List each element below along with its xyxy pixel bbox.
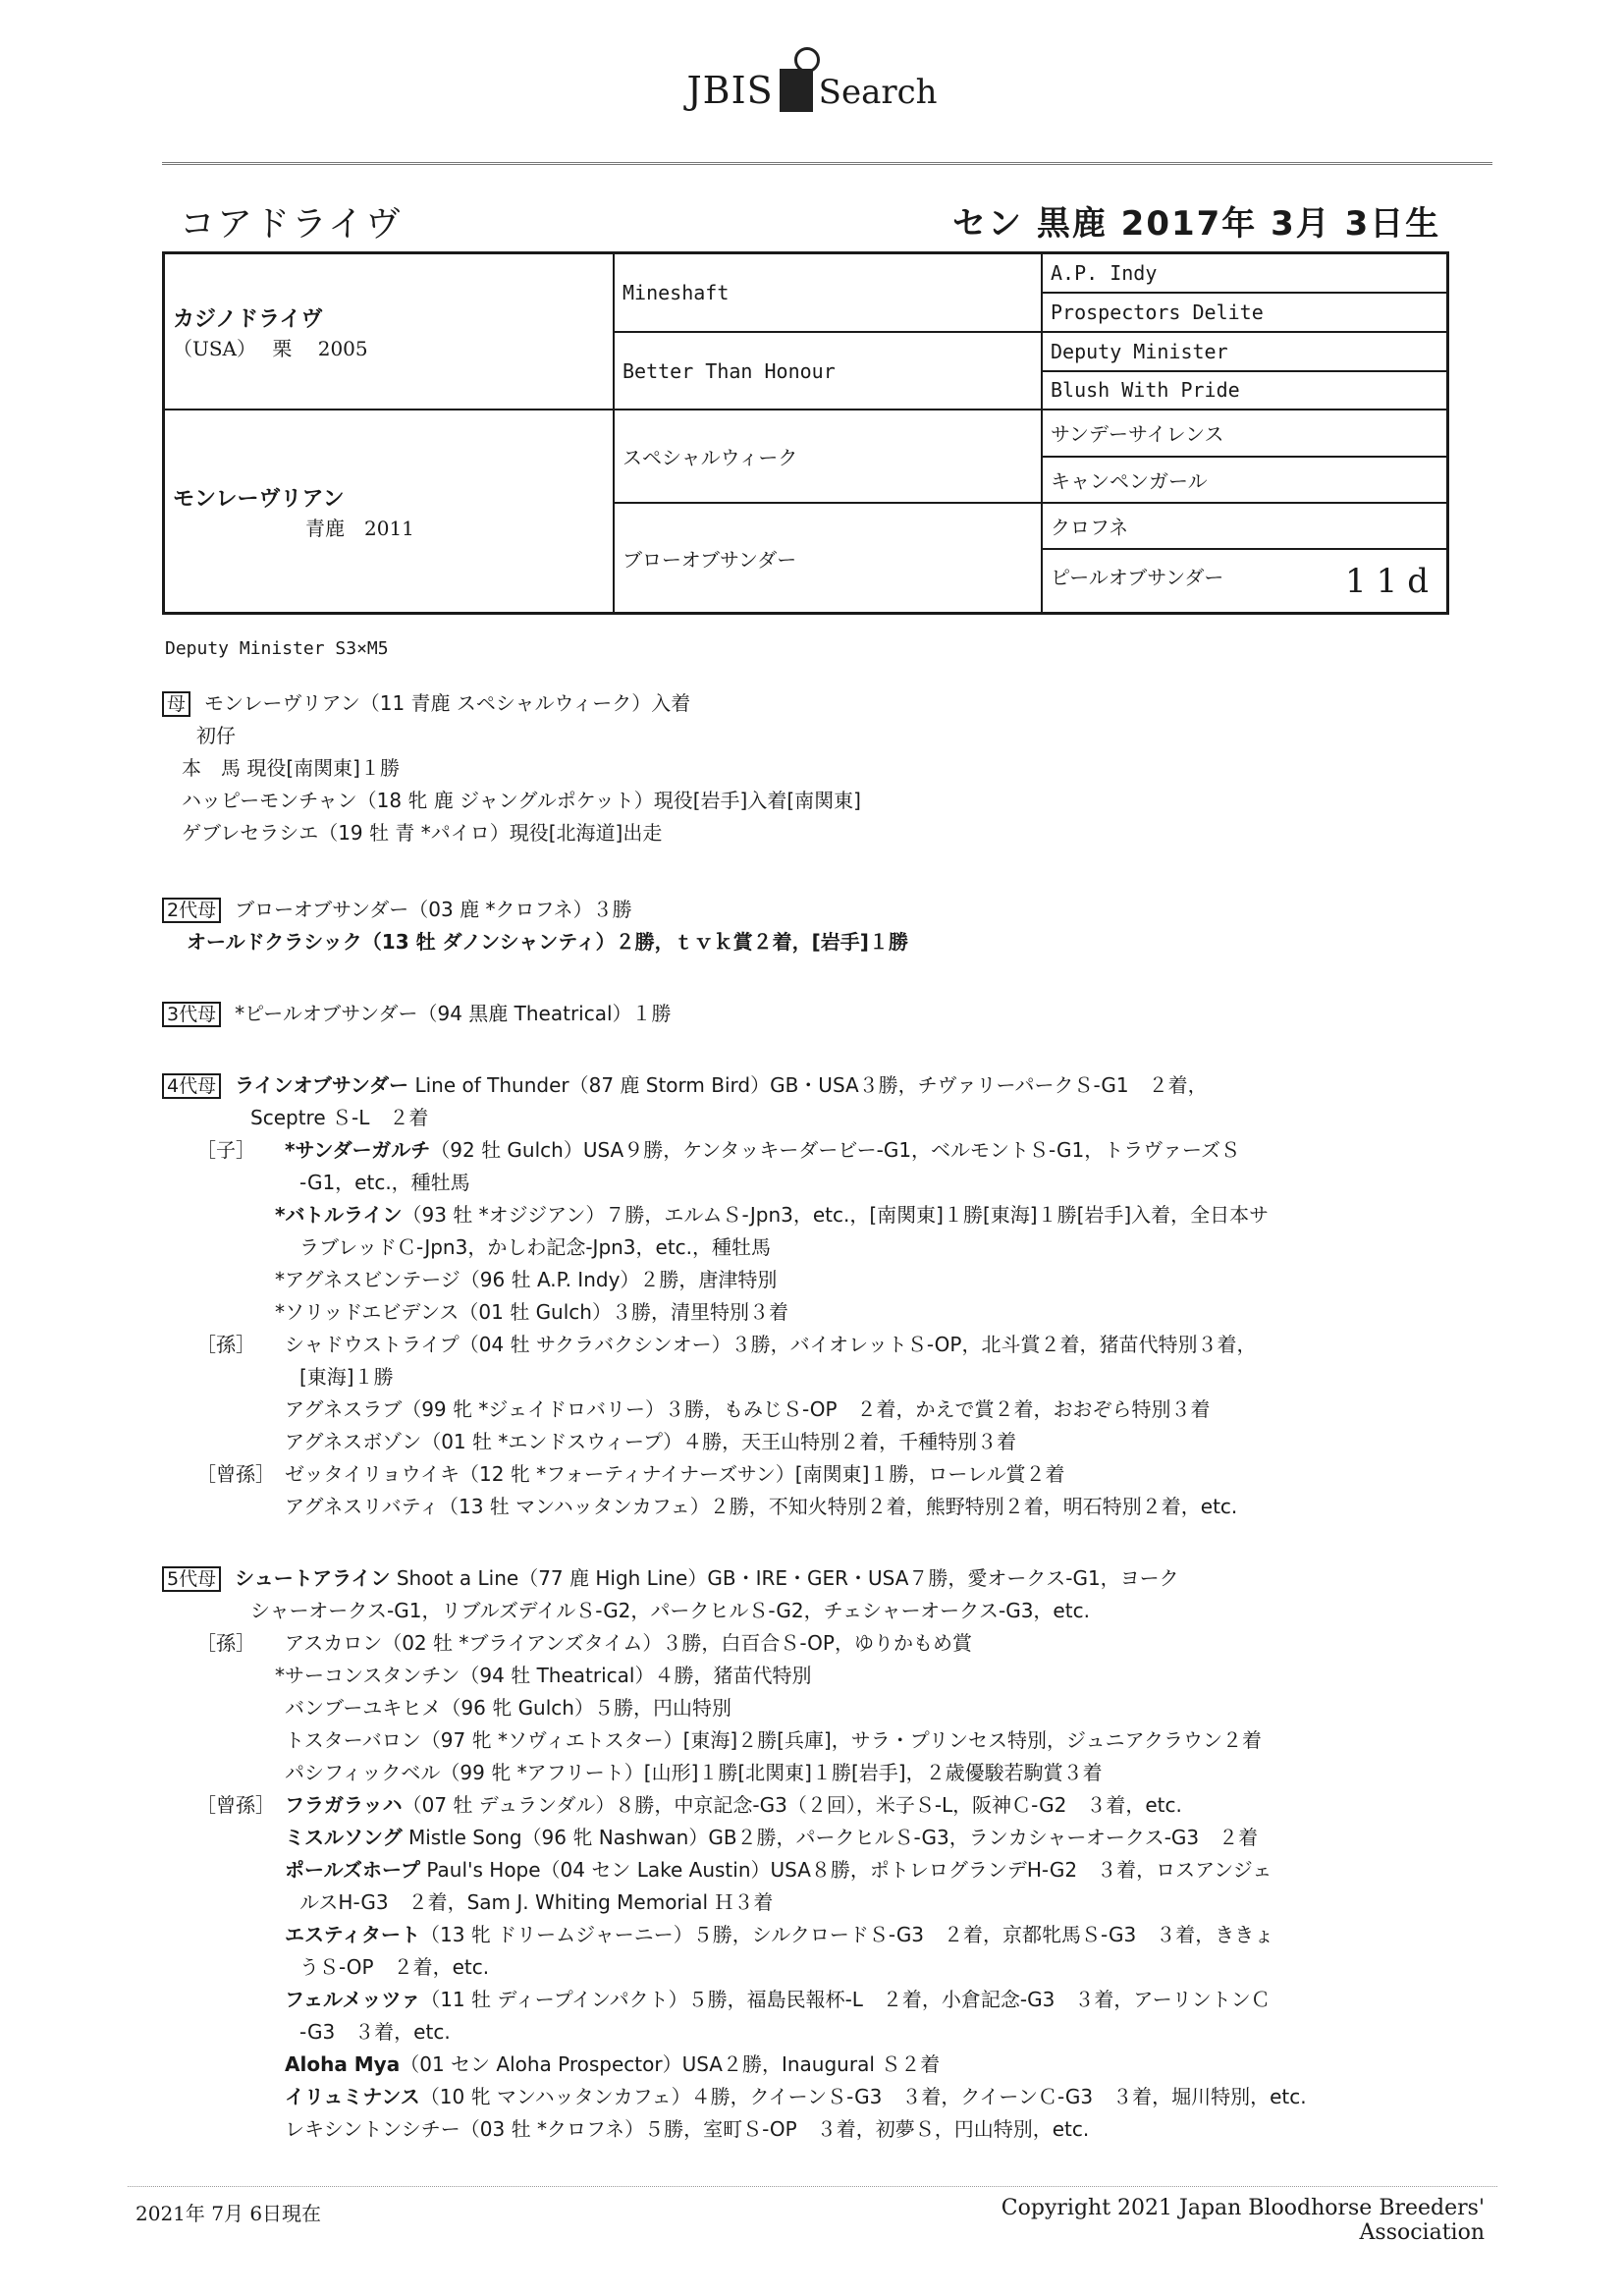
g4-head [162,1069,1380,1102]
g5-great-1 [162,1789,1380,1822]
g4-mare-name: ラインオブサンダー [235,1073,409,1097]
g5-mare-name: シュートアライン [235,1566,391,1590]
family-code: 11d [1344,561,1438,601]
g5-great-4 [162,1919,1380,1951]
footer-divider [128,2186,1497,2187]
g4-child-2-cont: ラブレッドＣ-Jpn3，かしわ記念-Jpn3，etc.，種牡馬 [299,1235,772,1259]
g2-head [162,894,1380,926]
g3-2: Prospectors Delite [1042,293,1448,332]
label-great-grandchildren-5: ［曾孫］ [196,1793,275,1817]
g5-grand-2: *サーコンスタンチン（94 牡 Theatrical）４勝，猪苗代特別 [275,1664,812,1687]
g5-great-2-record: Mistle Song（96 牝 Nashwan）GB２勝，パークヒルＳ-G3，ランカシャーオークス-G3 ２着 [402,1826,1259,1849]
sire-sire-cell: Mineshaft [614,253,1042,332]
g5-great-3-record: Paul's Hope（04 セン Lake Austin）USA８勝，ポトレログランデH-G2 ３着，ロスアンジェ [420,1858,1272,1882]
g5-grand-1 [162,1627,1380,1660]
g5-great-5-record: （11 牡 ディープインパクト）５勝，福島民報杯-L ２着，小倉記念-G3 ３着，アーリントンＣ [420,1988,1271,2011]
g4-grand-1-text: シャドウストライプ（04 牡 サクラバクシンオー）３勝，バイオレットＳ-OP，北斗賞２着，猪苗代特別３着， [285,1333,1257,1356]
g5-great-7-name: イリュミナンス [285,2085,420,2108]
dam-name: モンレーヴリアン [173,486,345,512]
g5-great-7-record: （10 牝 マンハッタンカフェ）４勝，クイーンＳ-G3 ３着，クイーンＣ-G3 ３着，堀川特別，etc. [419,2085,1307,2108]
g5-head-cont: シャーオークス-G1，リブルズデイルＳ-G2，パークヒルＳ-G2，チェシャーオークス-G3，etc. [250,1599,1090,1622]
g4-child-1-cont: -G1，etc.，種牡馬 [299,1171,470,1194]
g4-head-cont: Sceptre Ｓ-L ２着 [250,1106,429,1129]
g4-child-2-name: *バトルライン [275,1203,403,1227]
dam-sire-cell: スペシャルウィーク [614,410,1042,503]
g5-great-4-record: （13 牝 ドリームジャーニー）５勝，シルクロードＳ-G3 ２着，京都牝馬Ｓ-G3 ３着，ききょ [420,1923,1274,1946]
g5-grand-4: トスターバロン（97 牝 *ソヴィエトスター）[東海]２勝[兵庫]，サラ・プリンセス特別，ジュニアクラウン２着 [285,1728,1262,1752]
g5-head [162,1562,1380,1595]
g5-great-5-cont: -G3 ３着，etc. [299,2020,451,2044]
g3-6: キャンペンガール [1042,457,1448,503]
inbreeding-note: Deputy Minister S3×M5 [165,638,389,659]
g4-grand-1 [162,1329,1380,1361]
g5-great-6-record: （01 セン Aloha Prospector）USA２勝，Inaugural Ｓ２着 [400,2052,941,2076]
g5-great-8: レキシントンシチー（03 牡 *クロフネ）５勝，室町Ｓ-OP ３着，初夢Ｓ，円山特別，etc. [285,2117,1090,2141]
g4-child-1-record: （92 牡 Gulch）USA９勝，ケンタッキーダービー-G1，ベルモントＳ-G1，トラヴァーズＳ [430,1138,1241,1162]
site-logo [0,69,1624,112]
g4-child-3: *アグネスビンテージ（96 牡 A.P. Indy）２勝，唐津特別 [275,1268,778,1291]
section-tag-g4: 4代母 [162,1073,221,1099]
g5-great-6-name: Aloha Mya [285,2052,401,2076]
g5-great-3-name: ポールズホープ [285,1858,420,1882]
label-grandchildren: ［孫］ [196,1333,255,1356]
g4-child-2 [162,1199,1380,1231]
dam-sub: 青鹿 2011 [305,516,414,540]
g5-great-1-name: フラガラッハ [285,1793,403,1817]
g5-mare-record: Shoot a Line（77 鹿 High Line）GB・IRE・GER・USA７勝，愛オークス-G1，ヨーク [390,1566,1179,1590]
g4-child-1-name: *サンダーガルチ [285,1138,431,1162]
logo-horse-icon [780,69,813,112]
dam-line-5: ゲブレセラシエ（19 牡 青 *パイロ）現役[北海道]出走 [182,821,663,845]
g3-line-1: *ピールオブサンダー（94 黒鹿 Theatrical）１勝 [235,1002,672,1025]
g5-great-3 [162,1854,1380,1886]
g3-5: サンデーサイレンス [1042,410,1448,456]
g5-great-4-name: エスティタート [285,1923,420,1946]
g5-great-3-cont: ルスH-G3 ２着，Sam J. Whiting Memorial Ｈ３着 [299,1890,774,1914]
g5-great-1-record: （07 牡 デュランダル）８勝，中京記念-G3（２回），米子Ｓ-L，阪神Ｃ-G2 ３着，etc. [402,1793,1182,1817]
g5-great-5-name: フェルメッツァ [285,1988,421,2011]
g5-great-2 [162,1822,1380,1854]
section-tag-g2: 2代母 [162,898,221,923]
g3-8-cell [1042,549,1448,613]
g4-grand-1-cont: [東海]１勝 [299,1365,394,1389]
g5-great-5 [162,1984,1380,2016]
dam-line-1: モンレーヴリアン（11 青鹿 スペシャルウィーク）入着 [204,691,691,715]
g2-line-1: ブローオブサンダー（03 鹿 *クロフネ）３勝 [235,898,632,921]
g5-grand-3: バンブーユキヒメ（96 牝 Gulch）５勝，円山特別 [285,1696,731,1720]
sire-name: カジノドライヴ [173,306,323,332]
g5-grand-1-text: アスカロン（02 牡 *ブライアンズタイム）３勝，白百合Ｓ-OP，ゆりかもめ賞 [285,1631,972,1655]
footer-copyright: Copyright 2021 Japan Bloodhorse Breeders' Association [1001,2196,1485,2245]
g5-great-2-name: ミスルソング [285,1826,403,1849]
logo-brand: JBIS [686,69,774,112]
horse-info: セン 黒鹿 2017年 3月 3日生 [952,204,1441,244]
g4-child-2-record: （93 牡 *オジジアン）７勝，エルムＳ-Jpn3，etc.，[南関東]１勝[東海]１勝[岩手]入着，全日本サ [402,1203,1270,1227]
g4-mare-record: Line of Thunder（87 鹿 Storm Bird）GB・USA３勝，チヴァリーパークＳ-G1 ２着， [408,1073,1208,1097]
dam-line-2: 初仔 [196,724,236,747]
g5-great-7 [162,2081,1380,2113]
section-tag-dam: 母 [162,691,190,717]
horse-name: コアドライヴ [180,204,403,245]
sire-dam-cell: Better Than Honour [614,332,1042,410]
logo-suffix: Search [818,73,938,112]
header-divider [162,162,1492,165]
sire-cell [164,253,615,410]
label-children: ［子］ [196,1138,255,1162]
label-great-grandchildren: ［曾孫］ [196,1462,275,1486]
g3-8: ピールオブサンダー [1051,565,1224,589]
dam-line-3: 本 馬 現役[南関東]１勝 [182,756,400,780]
family-body [162,687,1380,2146]
g3-head [162,998,1380,1030]
dam-head [162,687,1380,720]
g4-child-4: *ソリッドエビデンス（01 牡 Gulch）３勝，清里特別３着 [275,1300,788,1324]
section-tag-g3: 3代母 [162,1002,221,1027]
footer-date: 2021年 7月 6日現在 [135,2202,322,2225]
label-grandchildren-5: ［孫］ [196,1631,255,1655]
g4-grand-2: アグネスラブ（99 牝 *ジェイドロバリー）３勝，もみじＳ-OP ２着，かえで賞２着，おおぞら特別３着 [285,1397,1211,1421]
section-tag-g5: 5代母 [162,1566,221,1592]
g4-child-1 [162,1134,1380,1167]
g5-great-4-cont: うＳ-OP ２着，etc. [299,1955,490,1979]
g5-great-6 [162,2049,1380,2081]
g4-grand-3: アグネスボゾン（01 牡 *エンドスウィープ）４勝，天王山特別２着，千種特別３着 [285,1430,1017,1453]
sire-sub: （USA） 栗 2005 [173,336,368,360]
pedigree-table [162,251,1449,615]
g3-3: Deputy Minister [1042,332,1448,371]
g3-4: Blush With Pride [1042,371,1448,410]
dam-line-4: ハッピーモンチャン（18 牝 鹿 ジャングルポケット）現役[岩手]入着[南関東] [182,789,861,812]
dam-cell [164,410,615,613]
g4-great-1 [162,1458,1380,1491]
g4-great-2: アグネスリバティ（13 牡 マンハッタンカフェ）２勝，不知火特別２着，熊野特別２着，明石特別２着，etc. [285,1495,1238,1518]
dam-dam-cell: ブローオブサンダー [614,503,1042,613]
g2-line-2: オールドクラシック（13 牡 ダノンシャンティ）２勝，ｔｖｋ賞２着，[岩手]１勝 [187,930,908,954]
g5-grand-5: パシフィックベル（99 牝 *アフリート）[山形]１勝[北関東]１勝[岩手]，２歳優駿若駒賞３着 [285,1761,1103,1784]
g4-great-1-text: ゼッタイリョウイキ（12 牝 *フォーティナイナーズサン）[南関東]１勝，ローレル賞２着 [285,1462,1065,1486]
g3-1: A.P. Indy [1042,253,1448,294]
g3-7: クロフネ [1042,503,1448,549]
